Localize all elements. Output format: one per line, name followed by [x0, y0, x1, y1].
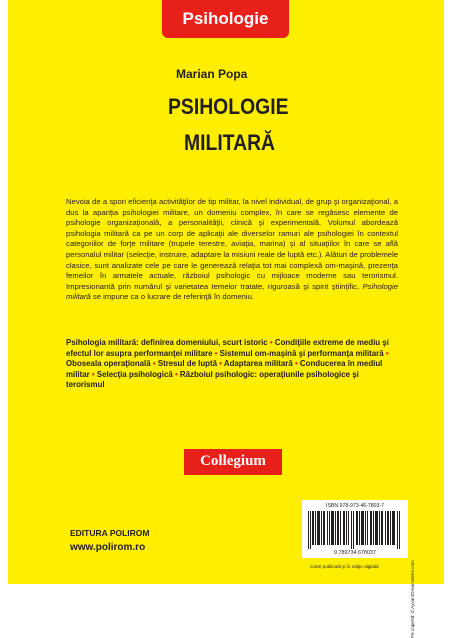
contents-item: Adaptarea militară	[223, 359, 293, 369]
contents-item: Oboseala operaţională	[66, 359, 151, 369]
series-label: Psihologie	[182, 9, 269, 28]
collegium-logo-text: Collegium	[200, 453, 266, 469]
book-title-line-2: MILITARĂ	[184, 130, 276, 155]
contents-item: Conducerea în mediul militar	[66, 359, 383, 379]
contents-item: Selecţia psihologică	[96, 369, 173, 379]
bullet-separator: •	[91, 369, 95, 379]
description-title-mention: Psihologie militară	[66, 281, 398, 302]
barcode-bars	[308, 511, 402, 549]
bullet-separator: •	[269, 338, 273, 347]
table-of-contents	[66, 338, 398, 391]
publisher-name: EDITURA POLIROM	[70, 528, 150, 538]
series-badge	[162, 0, 289, 38]
barcode-digits: 9 789734 678037	[334, 550, 376, 556]
author-name: Marian Popa	[176, 67, 248, 81]
isbn-number: ISBN 978-973-46-7803-7	[326, 503, 384, 509]
isbn-barcode	[302, 500, 408, 558]
contents-item: Sistemul om-maşină şi performanţa militară	[219, 348, 384, 358]
bullet-separator: •	[385, 348, 389, 358]
bullet-separator: •	[219, 359, 222, 369]
description-text-1: Nevoia de a spori eficienţa activităţilor de tip militar, la nivel individual, de grup şi organizaţional, a dus la apariţia psihologiei militare, un domeniu complex, în care se regăsesc elemente de psihologie organizaţională, a personalităţii, clinică şi experimentală. Volumul abordează psihologia militară ca pe un corp de aplicaţii ale diverselor ramuri ale psihologiei în contextul categoriilor de forţe militare (trupele terestre, aviaţia, marina) şi al situaţiilor în care se află personalul militar (selecţie, instruire, adaptare la misiuni reale de luptă etc.). Alături de problemele clasice, sunt analizate cele pe care le generează relaţia tot mai complexă om-maşină, prezenţa femeilor în armatele actuale, războiul psihologic cu mijloace moderne sau terorismul. Impresionantă prin numărul şi varietatea temelor tratate, riguroasă şi spirit ştiinţific,	[66, 197, 398, 291]
publisher-website: www.polirom.ro	[70, 542, 146, 553]
contents-item: Războiul psihologic: operaţiunile psihologice şi terorismul	[66, 369, 359, 390]
bullet-separator: •	[174, 369, 178, 379]
book-description	[66, 197, 398, 303]
bullet-separator: •	[294, 359, 298, 369]
back-cover	[8, 0, 444, 584]
bullet-separator: •	[214, 348, 218, 358]
book-title-line-1: PSIHOLOGIE	[168, 94, 289, 119]
bullet-separator: •	[152, 359, 156, 369]
digital-edition-note: Carte publicată şi în ediţie digitală	[310, 564, 379, 569]
contents-item: Psihologia militară: definirea domeniului, scurt istoric	[66, 338, 268, 347]
contents-item: Stresul de luptă	[157, 359, 218, 369]
description-text-2: se impune ca o lucrare de referinţă în domeniu.	[90, 292, 255, 302]
cover-image-credit: Pe copertă: © Ayvan/Dreamstime.com	[410, 560, 415, 638]
collegium-logo	[184, 449, 282, 475]
contents-item: Condiţiile extreme de mediu şi efectul lor asupra performanţei militare	[66, 338, 389, 358]
